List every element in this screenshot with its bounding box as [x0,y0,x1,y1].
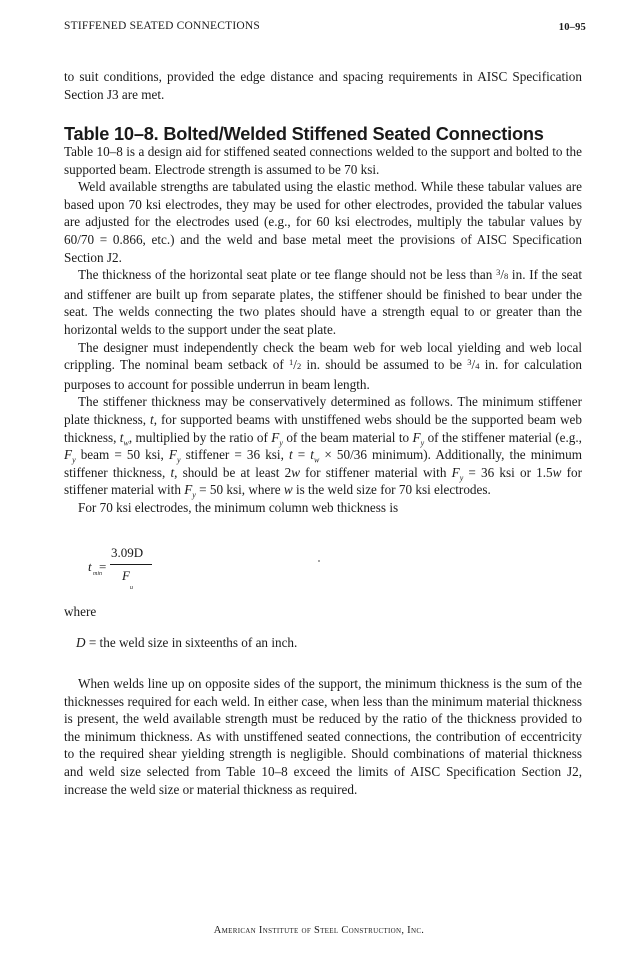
fraction-bar [110,564,152,565]
math-symbol: t [310,447,314,463]
math-subscript: y [279,438,283,448]
p3-text-a: The thickness of the horizontal seat plate or tee flange should not be less than [78,267,497,283]
p4-text-c: in. for calculation purposes to account for possible underrun in beam length. [64,357,583,392]
p4-text-a: The designer must independently check the beam web for web local yielding and web local crippling. The nominal beam setback of [64,339,582,373]
math-symbol: w [283,482,293,498]
math-subscript: y [176,455,181,465]
math-symbol: w [291,464,300,480]
section-heading: Table 10–8. Bolted/Welded Stiffened Seated Connections [64,124,544,144]
closing-text: When welds line up on opposite sides of the support, the minimum thickness is the sum of the thicknesses required for each weld. In either case, when less than the minimum material thickness is present, the weld available strength must be reduced by the ratio of the thickness provided to the minimum thickness. As with unstiffened seated connections, the contribution of eccentricity to the required shear yielding strength is negligible. Should combinations of material thickness and weld size selected from Table 10–8 exceed the limits of AISC Specification Section J2, increase the weld size or material thickness as required. [64,676,582,797]
p5-text: = 36 ksi or 1.5 [463,464,553,480]
fraction-numerator: 3 [467,357,472,368]
math-symbol: t [170,464,175,480]
fraction-denominator: 8 [503,271,509,282]
p5-text: stiffener = 36 ksi, [180,447,289,463]
math-symbol: t [150,411,154,427]
formula-denominator: F [122,568,130,583]
running-header [64,20,586,36]
p3-text-b: in. If the seat and stiffener are built up from separate plates, the stiffener should be finished to bear under the seat. The welds connecting the two plates should have a strength equal to or greater than the horizontal welds to the support under the seat plate. [64,267,582,337]
formula-equals: = [99,559,107,574]
math-symbol: t [288,447,293,463]
math-symbol: w [552,464,562,480]
p5-text: is the weld size for 70 ksi electrodes. [292,482,491,498]
scan-speck [318,560,320,562]
fraction-denominator: 2 [296,361,302,372]
fraction-numerator: 3 [496,267,501,278]
math-subscript: w [313,455,320,465]
formula-numerator: 3.09D [111,545,144,560]
intro-text: to suit conditions, provided the edge distance and spacing requirements in AISC Specification Section J3 are met. [64,69,582,102]
closing-paragraph [64,675,582,798]
math-subscript: y [192,490,196,500]
math-subscript: y [459,473,464,483]
paragraph-3: The thickness of the horizontal seat plate or tee flange should not be less than $^3$/8 in. If the seat and stiffener are built up from separate plates, the stiffener should be finished to bear under the seat. The welds connecting the two plates should have a strength equal to or greater than the horizontal welds to the support under the seat plate. [64,267,582,337]
p5-text: , for supported beams with unstiffened webs should be the supported beam web thickness, [64,411,582,445]
page-footer: American Institute of Steel Construction, Inc. [213,925,425,936]
formula-lhs-subscript: min [93,571,102,577]
p5-text: The stiffener thickness may be conservatively determined as follows. The minimum stiffener plate thickness, [64,394,582,427]
paragraph-6: For 70 ksi electrodes, the minimum column web thickness is [78,499,399,515]
formula-lhs: t [88,559,92,574]
math-subscript: y [420,438,425,448]
p5-text: × 50/36 minimum). Additionally, the minimum stiffener thickness, [64,447,583,480]
p5-text: for stiffener material with [300,464,452,480]
math-symbol: F [271,429,280,445]
paragraph-4: The designer must independently check the beam web for web local yielding and web local crippling. The nominal beam setback of $^1$/2 in. should be assumed to be $^3$/4 in. for calculation purposes to account for possible underrun in beam length. [64,339,583,392]
p5-text: of the stiffener material (e.g., [424,429,582,445]
math-symbol: t [119,429,124,445]
fraction-denominator: 4 [475,361,480,372]
running-title: STIFFENED SEATED CONNECTIONS [64,20,260,32]
main-body [64,143,582,516]
math-symbol: F [64,447,73,463]
p5-text: , multiplied by the ratio of [128,429,272,445]
p5-text: for stiffener material with [64,464,582,498]
p5-text: , should be at least 2 [174,464,292,480]
math-symbol: F [168,447,177,463]
paragraph-5 [64,393,582,499]
math-symbol: F [184,482,193,498]
definition-text: = the weld size in sixteenths of an inch. [85,635,298,650]
page-number: 10–95 [558,22,586,33]
p5-text: beam = 50 ksi, [75,447,169,463]
p5-text: = [292,447,311,463]
math-subscript: w [123,438,129,448]
variable-definition [76,635,297,651]
definition-symbol: D [76,635,86,650]
fraction-numerator: 1 [289,357,294,368]
p5-text: = 50 ksi, where [195,482,284,498]
math-symbol: F [412,429,421,445]
p5-text: of the beam material to [282,429,413,445]
where-label: where [64,604,97,619]
math-symbol: F [451,464,460,480]
thickness-formula [88,545,168,595]
paragraph-1: Table 10–8 is a design aid for stiffened seated connections welded to the support and bolted to the supported beam. Electrode strength is assumed to be 70 ksi. [64,144,582,177]
math-subscript: y [72,455,76,465]
formula-denominator-subscript: u [130,585,133,591]
p4-text-b: in. should be assumed to be [301,357,468,373]
paragraph-2: Weld available strengths are tabulated using the elastic method. While these tabular values are based upon 70 ksi electrodes, they may be used for other electrodes, provided the tabular values are adjusted for the electrodes used (e.g., for 60 ksi electrodes, multiply the tabular values by 60/70 = 0.866, etc.) and the weld and base metal meet the provisions of AISC Specification Section J2. [64,179,582,265]
intro-paragraph [64,68,582,103]
